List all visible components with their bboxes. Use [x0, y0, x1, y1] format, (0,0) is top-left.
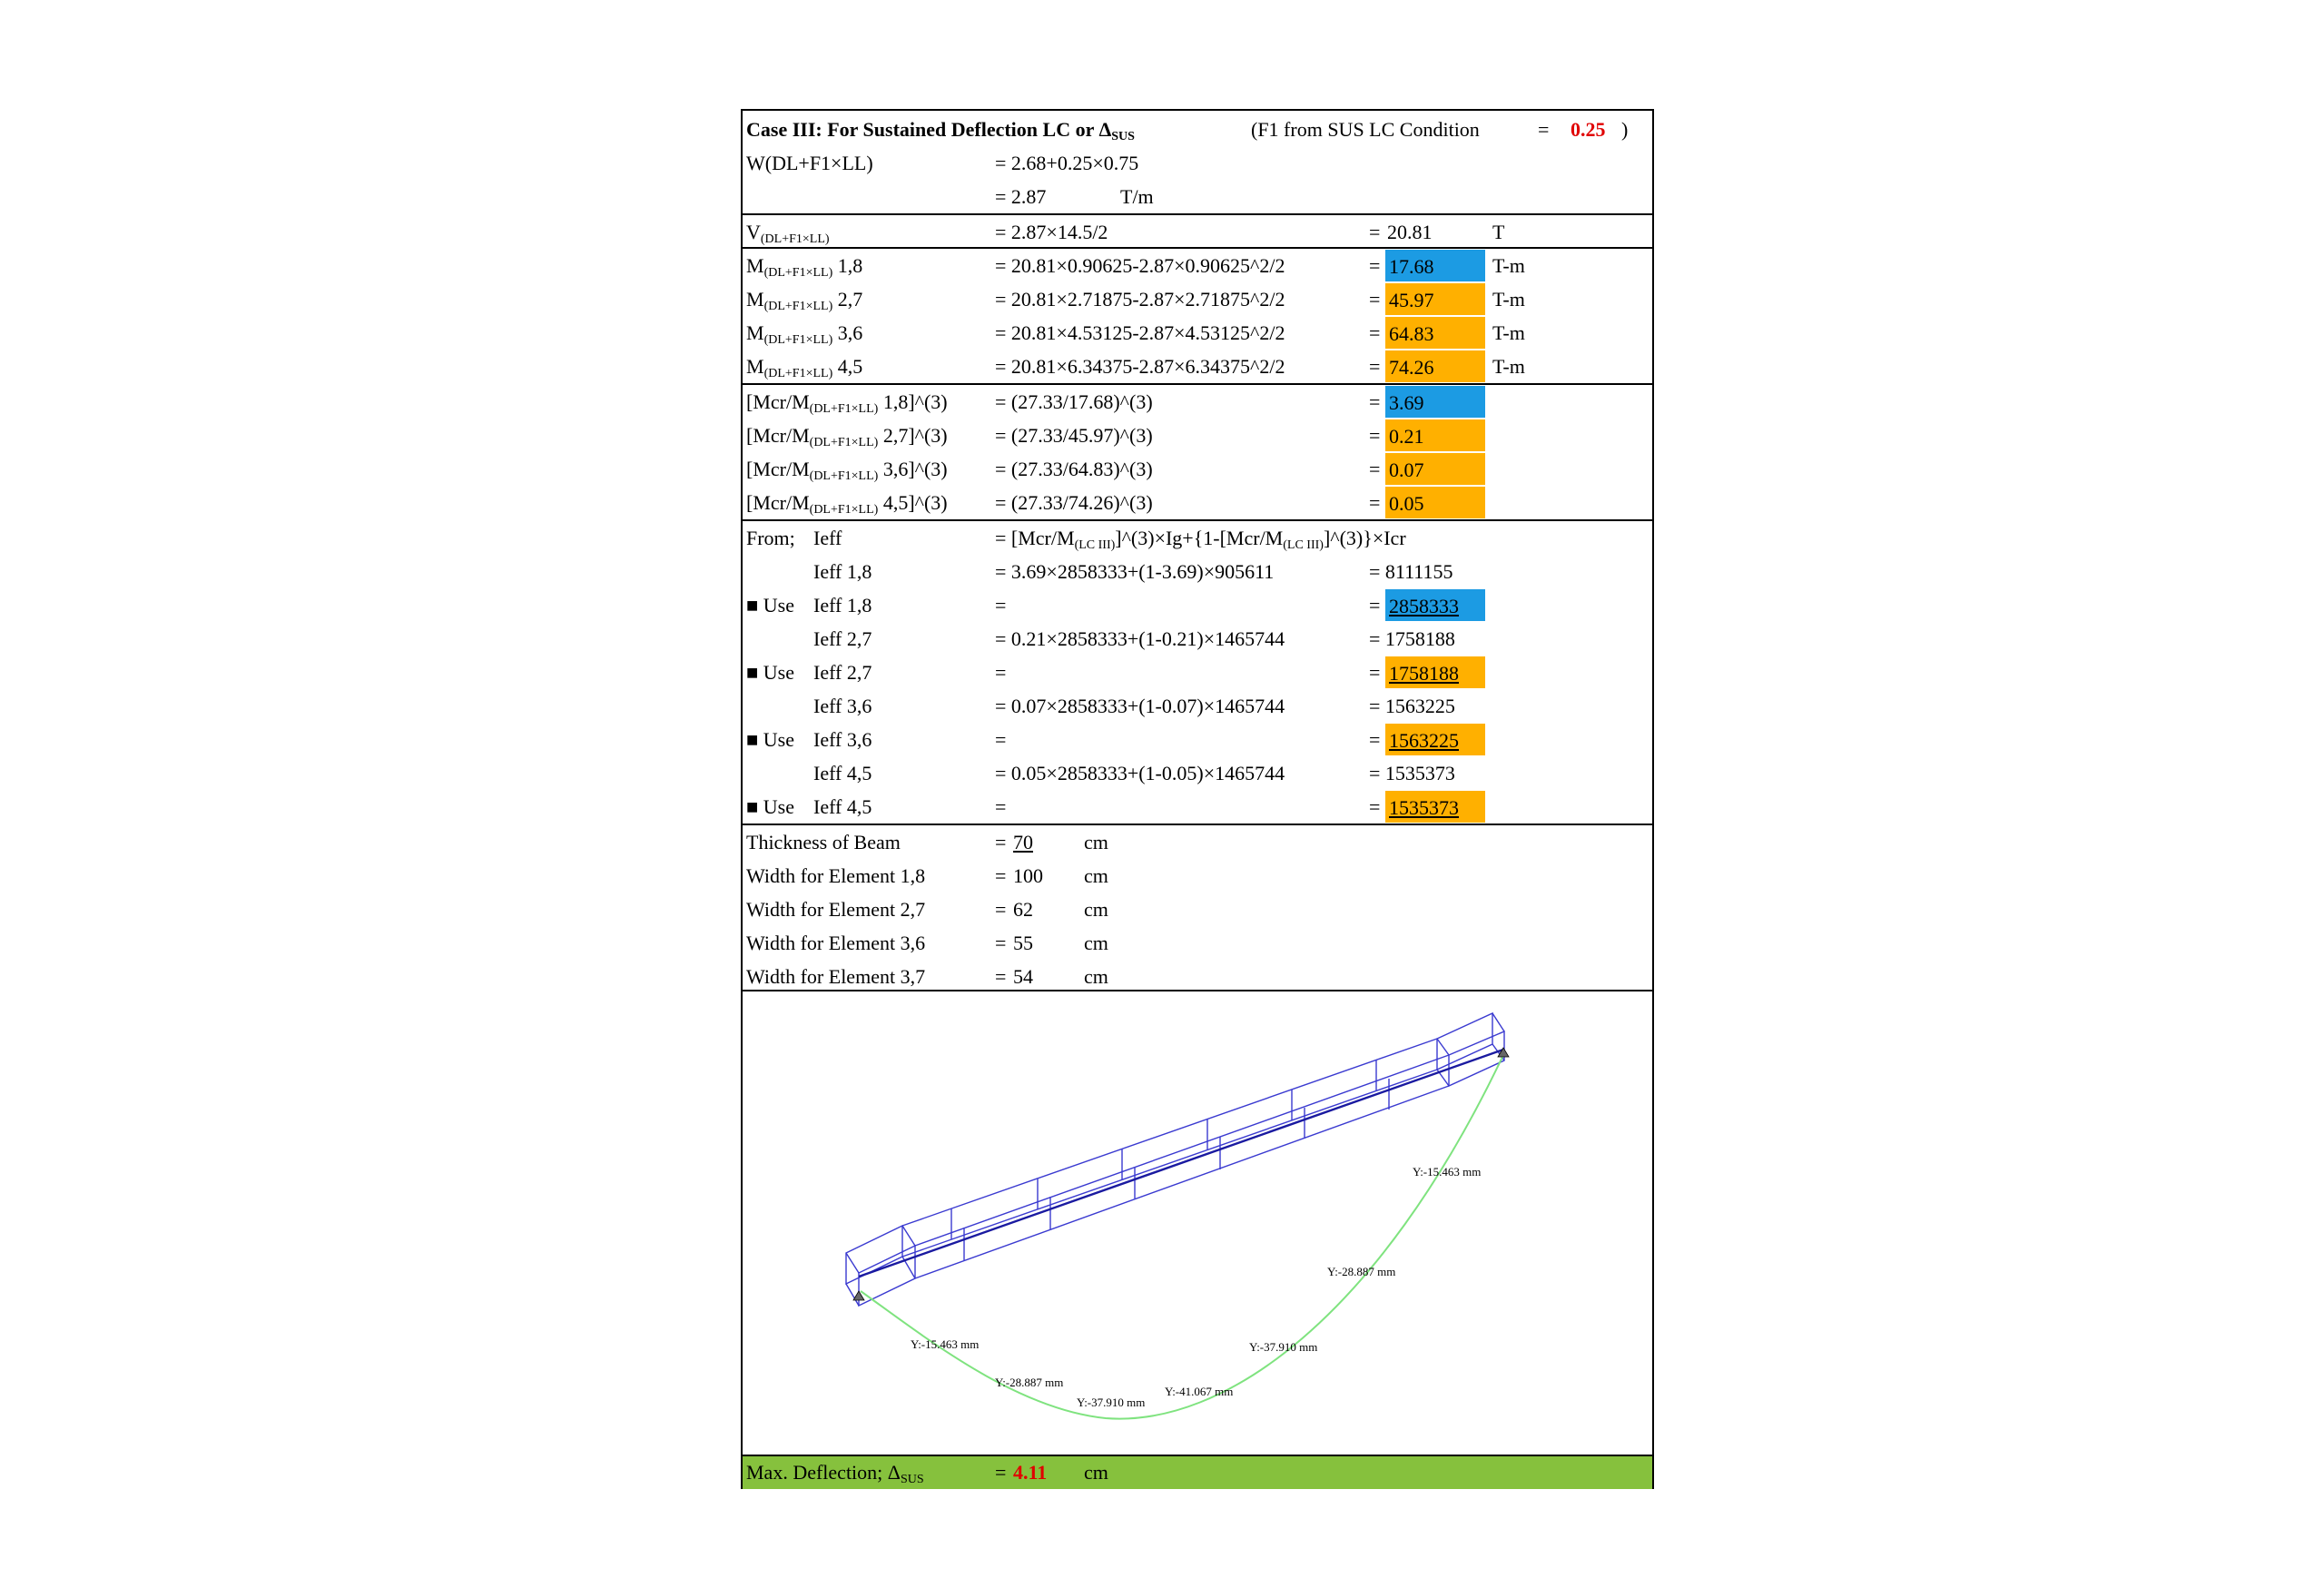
ieff-use-value: 2858333: [1389, 595, 1459, 617]
moment-res-eq: =: [1369, 321, 1381, 344]
moment-unit: T-m: [1492, 254, 1525, 277]
formula-sub-1: (LC III): [1074, 538, 1116, 552]
ieff-use-res-eq: =: [1369, 795, 1381, 818]
ieff-use-res-eq: =: [1369, 728, 1381, 751]
case-title-text: Case III: For Sustained Deflection LC or Δ: [746, 118, 1112, 141]
ieff-use-name: Ieff 3,6: [813, 728, 872, 751]
v-label-sub: (DL+F1×LL): [760, 232, 830, 246]
v-unit: T: [1492, 221, 1505, 243]
dimension-label: Thickness of Beam: [746, 831, 901, 853]
ratio-expr: = (27.33/64.83)^(3): [995, 458, 1153, 480]
moment-label-sub: (DL+F1×LL): [763, 266, 833, 280]
ieff-use-value: 1758188: [1389, 662, 1459, 685]
ratio-label-main: [Mcr/M: [746, 491, 810, 514]
supports: [853, 1048, 1509, 1300]
deflection-label: Y:-41.067 mm: [1165, 1385, 1234, 1398]
moment-label-suffix: 2,7: [832, 288, 863, 311]
beam-top-front: [902, 1039, 1437, 1226]
ratio-result: 0.21: [1385, 419, 1485, 451]
ratio-res-eq: =: [1369, 390, 1381, 413]
title-row: [743, 113, 1652, 146]
ratio-res-eq: =: [1369, 458, 1381, 480]
moment-label-sub: (DL+F1×LL): [763, 300, 833, 313]
case-title: [746, 113, 1135, 146]
dimension-row: [743, 926, 1652, 960]
ratio-row: [743, 385, 1652, 419]
ratio-result: 3.69: [1385, 386, 1485, 418]
moment-label: [746, 350, 862, 383]
ieff-formula: [995, 521, 1406, 555]
v-expr: = 2.87×14.5/2: [995, 221, 1108, 243]
from-label: From;: [746, 527, 795, 549]
dimension-eq: =: [995, 831, 1007, 853]
moment-result: 74.26: [1385, 350, 1485, 382]
formula-sub-2: (LC III): [1283, 538, 1324, 552]
ieff-expr: = 0.05×2858333+(1-0.05)×1465744: [995, 762, 1285, 784]
dimension-value: 62: [1013, 898, 1033, 921]
moment-label-main: M: [746, 254, 764, 277]
ieff-use-value-box: [1385, 724, 1485, 755]
deflected-beam-diagram: [743, 991, 1652, 1455]
ratio-label: [746, 486, 948, 519]
ieff-use-value-box: [1385, 791, 1485, 823]
dimension-value: 54: [1013, 965, 1033, 988]
ieff-use-res-eq: =: [1369, 661, 1381, 684]
dimension-eq: =: [995, 864, 1007, 887]
ratio-label-main: [Mcr/M: [746, 424, 810, 447]
dimension-label: Width for Element 2,7: [746, 898, 926, 921]
moment-label-suffix: 1,8: [832, 254, 863, 277]
ratio-label-sub: (DL+F1×LL): [809, 436, 879, 449]
ieff-calc-row: [743, 689, 1652, 723]
deflection-labels: [911, 1165, 1481, 1409]
moment-expr: = 20.81×2.71875-2.87×2.71875^2/2: [995, 288, 1285, 311]
ratio-row: [743, 452, 1652, 486]
from-name: Ieff: [813, 527, 842, 549]
moment-unit: T-m: [1492, 355, 1525, 378]
moment-res-eq: =: [1369, 355, 1381, 378]
use-marker: ■ Use: [746, 795, 795, 818]
ieff-result: = 1758188: [1369, 627, 1455, 650]
moment-label-suffix: 3,6: [832, 321, 863, 344]
deflection-label: Y:-37.910 mm: [1077, 1396, 1146, 1409]
dimension-label: Width for Element 3,7: [746, 965, 926, 988]
ieff-result: = 8111155: [1369, 560, 1453, 583]
ieff-result: = 1535373: [1369, 762, 1455, 784]
f1-close: ): [1621, 118, 1629, 141]
left-end-box: [846, 1226, 902, 1284]
moment-expr: = 20.81×6.34375-2.87×6.34375^2/2: [995, 355, 1285, 378]
beam-bottom-front: [902, 1070, 1437, 1257]
ratio-label: [746, 452, 948, 486]
ieff-calc-row: [743, 555, 1652, 588]
ratio-label-sub: (DL+F1×LL): [809, 469, 879, 483]
moment-expr: = 20.81×0.90625-2.87×0.90625^2/2: [995, 254, 1285, 277]
dimension-value: 100: [1013, 864, 1043, 887]
v-result: 20.81: [1387, 221, 1433, 243]
moment-res-eq: =: [1369, 288, 1381, 311]
moment-label: [746, 316, 862, 350]
moment-label: [746, 249, 862, 282]
dimension-label: Width for Element 3,6: [746, 932, 926, 954]
dimension-value: 55: [1013, 932, 1033, 954]
ieff-name: Ieff 2,7: [813, 627, 872, 650]
dimension-eq: =: [995, 898, 1007, 921]
f1-equals: =: [1538, 118, 1550, 141]
beam-top-back: [915, 1055, 1449, 1246]
ieff-use-name: Ieff 1,8: [813, 594, 872, 616]
dimension-label: Width for Element 1,8: [746, 864, 926, 887]
dimension-unit: cm: [1084, 965, 1108, 988]
moment-label-sub: (DL+F1×LL): [763, 333, 833, 347]
formula-part-b: ]^(3)×Ig+{1-[Mcr/M: [1115, 527, 1284, 549]
v-label-main: V: [746, 221, 761, 243]
ieff-expr: = 3.69×2858333+(1-3.69)×905611: [995, 560, 1275, 583]
dimensions-section: [743, 824, 1652, 991]
ieff-expr: = 0.21×2858333+(1-0.21)×1465744: [995, 627, 1285, 650]
dimension-unit: cm: [1084, 932, 1108, 954]
ieff-result: = 1563225: [1369, 695, 1455, 717]
ratio-label-suffix: 1,8]^(3): [878, 390, 948, 413]
ratio-label-suffix: 3,6]^(3): [878, 458, 948, 480]
moment-row: [743, 282, 1652, 316]
ratio-expr: = (27.33/45.97)^(3): [995, 424, 1153, 447]
moments-section: [743, 247, 1652, 385]
max-deflection-unit: cm: [1084, 1461, 1108, 1484]
ratios-section: [743, 383, 1652, 521]
ieff-name: Ieff 4,5: [813, 762, 872, 784]
ieff-use-eq: =: [995, 795, 1007, 818]
v-res-eq: =: [1369, 221, 1381, 243]
ieff-use-row: [743, 656, 1652, 689]
ratio-res-eq: =: [1369, 491, 1381, 514]
moment-label-suffix: 4,5: [832, 355, 863, 378]
beam-bottom-back: [915, 1086, 1449, 1278]
moment-label: [746, 282, 862, 316]
ieff-use-value-box: [1385, 589, 1485, 621]
w-unit: T/m: [1120, 185, 1154, 208]
moment-label-sub: (DL+F1×LL): [763, 367, 833, 380]
ratio-row: [743, 419, 1652, 452]
ieff-use-row: [743, 723, 1652, 756]
moment-label-main: M: [746, 355, 764, 378]
ratio-label-sub: (DL+F1×LL): [809, 503, 879, 517]
moment-row: [743, 249, 1652, 282]
deflection-label: Y:-15.463 mm: [911, 1337, 980, 1351]
dimension-eq: =: [995, 965, 1007, 988]
v-label: [746, 215, 830, 249]
beam-wireframe: [846, 1013, 1504, 1306]
ieff-use-row: [743, 588, 1652, 622]
dimension-row: [743, 893, 1652, 926]
ieff-section: [743, 519, 1652, 825]
ratio-label-main: [Mcr/M: [746, 458, 810, 480]
ratio-expr: = (27.33/74.26)^(3): [995, 491, 1153, 514]
deflection-label: Y:-15.463 mm: [1413, 1165, 1482, 1179]
f1-label: (F1 from SUS LC Condition: [1251, 118, 1480, 141]
formula-part-c: ]^(3)}×Icr: [1323, 527, 1406, 549]
ieff-calc-row: [743, 756, 1652, 790]
moment-result: 45.97: [1385, 283, 1485, 315]
footer-equals: =: [995, 1461, 1007, 1484]
moment-result: 17.68: [1385, 250, 1485, 281]
ieff-name: Ieff 3,6: [813, 695, 872, 717]
dimension-unit: cm: [1084, 831, 1108, 853]
footer-label-sub: SUS: [900, 1473, 924, 1486]
max-deflection-row: [743, 1455, 1652, 1489]
diagram-section: [743, 990, 1652, 1456]
formula-part-a: = [Mcr/M: [995, 527, 1075, 549]
ieff-use-eq: =: [995, 661, 1007, 684]
beam-centerline: [859, 1050, 1503, 1277]
ratio-res-eq: =: [1369, 424, 1381, 447]
ieff-expr: = 0.07×2858333+(1-0.07)×1465744: [995, 695, 1285, 717]
right-support-icon: [1498, 1048, 1509, 1057]
deflection-label: Y:-28.887 mm: [995, 1376, 1064, 1389]
dimension-row: [743, 859, 1652, 893]
max-deflection-label: [746, 1456, 924, 1489]
f1-value: 0.25: [1571, 118, 1606, 141]
ratio-label: [746, 419, 948, 452]
max-deflection-value: 4.11: [1013, 1461, 1048, 1484]
use-marker: ■ Use: [746, 661, 795, 684]
ieff-name: Ieff 1,8: [813, 560, 872, 583]
moment-expr: = 20.81×4.53125-2.87×4.53125^2/2: [995, 321, 1285, 344]
deflection-label: Y:-28.887 mm: [1327, 1265, 1396, 1278]
w-label: W(DL+F1×LL): [746, 152, 873, 174]
ieff-use-eq: =: [995, 594, 1007, 616]
v-row: [743, 215, 1652, 249]
moment-result: 64.83: [1385, 317, 1485, 349]
moment-unit: T-m: [1492, 288, 1525, 311]
ieff-use-value: 1535373: [1389, 796, 1459, 819]
ieff-use-name: Ieff 4,5: [813, 795, 872, 818]
moment-label-main: M: [746, 321, 764, 344]
dimension-unit: cm: [1084, 864, 1108, 887]
ratio-expr: = (27.33/17.68)^(3): [995, 390, 1153, 413]
moment-unit: T-m: [1492, 321, 1525, 344]
moment-row: [743, 316, 1652, 350]
ieff-formula-row: [743, 521, 1652, 555]
ieff-use-value: 1563225: [1389, 729, 1459, 752]
ratio-result: 0.07: [1385, 453, 1485, 485]
dimension-eq: =: [995, 932, 1007, 954]
ratio-label-suffix: 4,5]^(3): [878, 491, 948, 514]
w-row-2: [743, 180, 1652, 213]
ratio-label-suffix: 2,7]^(3): [878, 424, 948, 447]
ratio-row: [743, 486, 1652, 519]
ieff-use-value-box: [1385, 656, 1485, 688]
use-marker: ■ Use: [746, 728, 795, 751]
moment-res-eq: =: [1369, 254, 1381, 277]
dimension-unit: cm: [1084, 898, 1108, 921]
w-row-1: [743, 146, 1652, 180]
deflection-label: Y:-37.910 mm: [1249, 1340, 1318, 1354]
ieff-use-eq: =: [995, 728, 1007, 751]
ieff-use-res-eq: =: [1369, 594, 1381, 616]
footer-label-main: Max. Deflection; Δ: [746, 1461, 901, 1484]
moment-row: [743, 350, 1652, 383]
ratio-label-main: [Mcr/M: [746, 390, 810, 413]
w-value: = 2.87: [995, 185, 1047, 208]
use-marker: ■ Use: [746, 594, 795, 616]
w-expr: = 2.68+0.25×0.75: [995, 152, 1139, 174]
right-end-box: [1437, 1013, 1492, 1070]
case-title-sub: SUS: [1111, 130, 1135, 143]
ieff-calc-row: [743, 622, 1652, 656]
calculation-sheet: [741, 109, 1654, 1489]
ratio-result: 0.05: [1385, 487, 1485, 518]
dimension-row: [743, 960, 1652, 993]
ratio-label-sub: (DL+F1×LL): [809, 402, 879, 416]
dimension-value: 70: [1013, 831, 1033, 853]
ieff-use-name: Ieff 2,7: [813, 661, 872, 684]
dimension-row: [743, 825, 1652, 859]
ieff-use-row: [743, 790, 1652, 824]
ratio-label: [746, 385, 948, 419]
moment-label-main: M: [746, 288, 764, 311]
